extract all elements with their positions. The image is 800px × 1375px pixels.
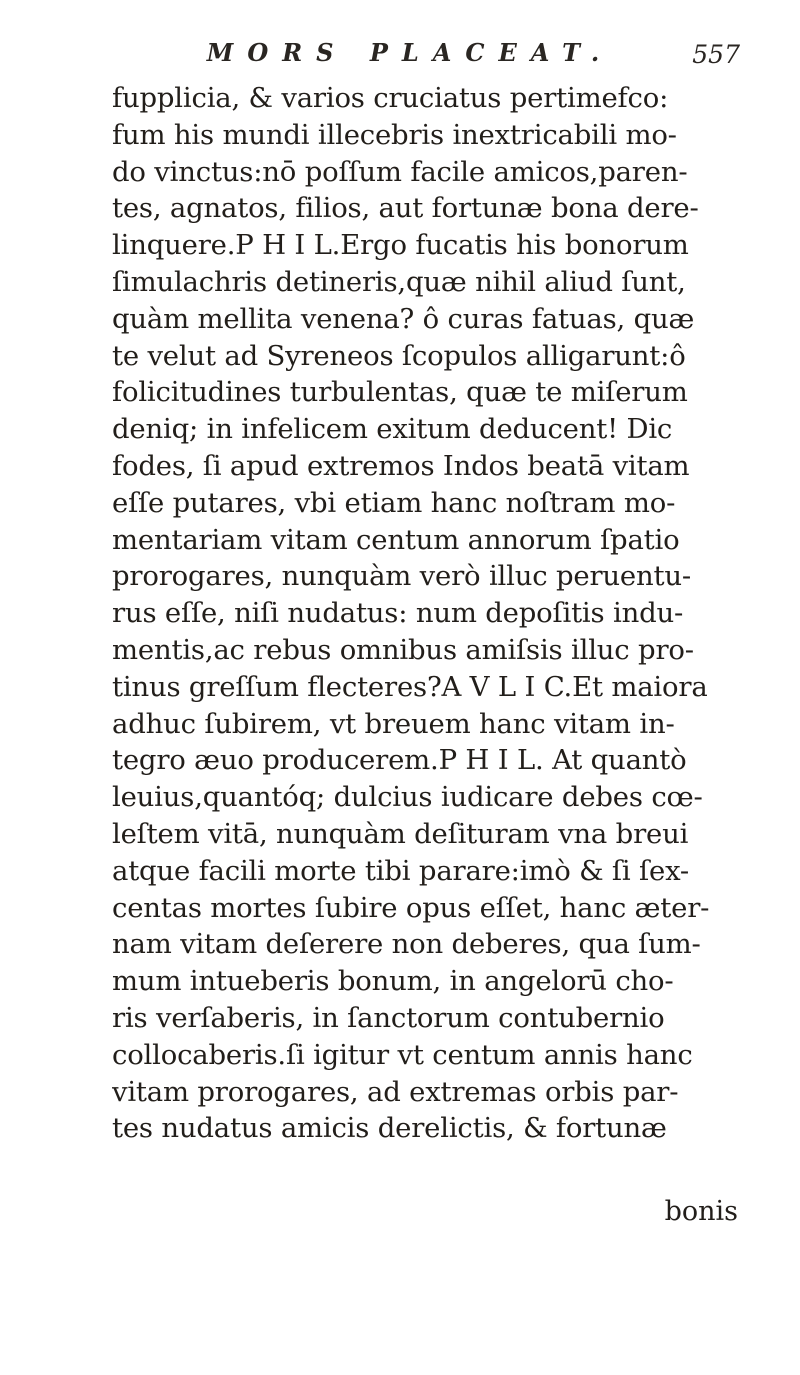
text-line: nam vitam deſerere non deberes, qua ſum-	[112, 928, 701, 961]
text-line: linquere.P H I L.Ergo fucatis his bonorum	[112, 229, 689, 262]
text-line: fodes, ſi apud extremos Indos beatā vitam	[112, 449, 690, 482]
text-line: te velut ad Syreneos ſcopulos alligarunt:ô	[112, 339, 686, 372]
text-line: mum intueberis bonum, in angelorū cho-	[112, 965, 674, 998]
text-line: eſſe putares, vbi etiam hanc noſtram mo-	[112, 486, 676, 519]
text-line: collocaberis.ſi igitur vt centum annis hanc	[112, 1038, 693, 1071]
body-text	[112, 80, 782, 1147]
text-line: ris verſaberis, in ſanctorum contubernio	[112, 1001, 665, 1034]
text-line: tinus greſſum flecteres?A V L I C.Et maiora	[112, 670, 708, 703]
text-line: adhuc ſubirem, vt breuem hanc vitam in-	[112, 707, 675, 740]
text-line: fupplicia, & varios cruciatus pertimefco:	[112, 82, 669, 114]
page-number: 557	[692, 40, 740, 69]
text-line: mentariam vitam centum annorum ſpatio	[112, 523, 680, 556]
text-line: fum his mundi illecebris inextricabili mo-	[112, 118, 677, 151]
text-line: folicitudines turbulentas, quæ te miſerum	[112, 376, 688, 409]
text-line: leſtem vitā, nunquàm deſituram vna breui	[112, 817, 689, 850]
text-line: leuius,quantóq; dulcius iudicare debes cœ-	[112, 781, 703, 814]
running-head: MORS PLACEAT.	[206, 38, 614, 67]
text-line: tegro æuo producerem.P H I L. At quantò	[112, 744, 687, 777]
text-line: vitam prorogares, ad extremas orbis par-	[112, 1075, 679, 1108]
text-line: quàm mellita venena? ô curas fatuas, quæ	[112, 302, 695, 335]
text-line: deniq; in infelicem exitum deducent! Dic	[112, 413, 673, 446]
text-line: prorogares, nunquàm verò illuc peruentu-	[112, 560, 691, 593]
text-line: rus eſſe, niſi nudatus: num depoſitis indu-	[112, 597, 684, 630]
catchword: bonis	[664, 1196, 738, 1227]
text-line: atque facili morte tibi parare:imò & ſi ſex-	[112, 854, 690, 887]
text-line: do vinctus:nō poſſum facile amicos,paren-	[112, 155, 688, 188]
text-line: ſimulachris detineris,quæ nihil aliud ſunt,	[112, 265, 686, 298]
text-line: mentis,ac rebus omnibus amiſsis illuc pro-	[112, 633, 694, 666]
text-line: tes, agnatos, filios, aut fortunæ bona dere-	[112, 192, 699, 225]
text-line: tes nudatus amicis derelictis, & fortunæ	[112, 1112, 667, 1145]
text-line: centas mortes ſubire opus eſſet, hanc æter-	[112, 891, 710, 924]
page-header	[0, 38, 800, 78]
